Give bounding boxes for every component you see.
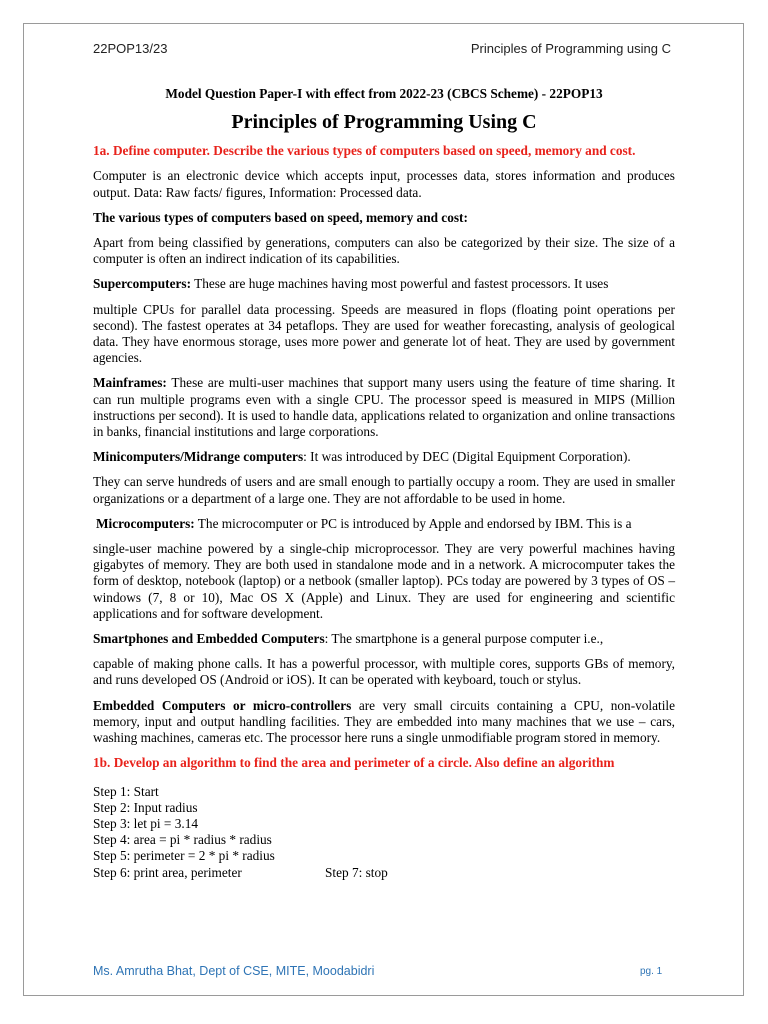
algorithm-steps	[93, 784, 675, 881]
microcomputers-text-2: single-user machine powered by a single-chip microprocessor. They are very powerful machines having gigabytes of memory. They are both used in standalone mode and in a network. A microcomputer takes the form of desktop, notebook (laptop) or a netbook (smaller laptop). PCs today are powered by 3 types of OS – windows (7, 8 or 10), Mac OS X (Apple) and Linux. They are used for engineering and scientific applications and for software development.	[93, 541, 675, 621]
algorithm-step: Step 5: perimeter = 2 * pi * radius	[93, 848, 275, 864]
types-heading: The various types of computers based on speed, memory and cost:	[93, 209, 468, 225]
supercomputers-intro	[93, 276, 675, 292]
embedded-label: Embedded Computers or micro-controllers	[93, 697, 352, 713]
page-number: pg. 1	[640, 966, 663, 977]
paper-subtitle: Model Question Paper-I with effect from 2022-23 (CBCS Scheme) - 22POP13	[165, 86, 603, 101]
microcomputers-label: Microcomputers:	[96, 515, 195, 531]
mainframes-text: These are multi-user machines that support many users using the feature of time sharing. It can run multiple programs even with a single CPU. The processor speed is measured in MIPS (Million instructions per second). It is used to handle data, applications related to organization and online transactions in banks, financial institutions and large corporations.	[93, 375, 675, 440]
algorithm-step: Step 4: area = pi * radius * radius	[93, 832, 272, 848]
supercomputers-label: Supercomputers:	[93, 276, 191, 292]
algorithm-step: Step 7: stop	[325, 864, 388, 880]
microcomputers-text-1: The microcomputer or PC is introduced by Apple and endorsed by IBM. This is a	[194, 515, 632, 531]
computer-definition: Computer is an electronic device which accepts input, processes data, stores information and produces output. Data: Raw facts/ figures, Information: Processed data.	[93, 168, 675, 200]
types-intro: Apart from being classified by generations, computers can also be categorized by their size. The size of a computer is often an indirect indication of its capabilities.	[93, 235, 675, 267]
footer-author: Ms. Amrutha Bhat, Dept of CSE, MITE, Moodabidri	[93, 964, 375, 978]
header-subject: Principles of Programming using C	[470, 41, 671, 56]
mainframes-paragraph	[93, 375, 675, 440]
embedded-text: are very small circuits containing a CPU, non-volatile memory, input and output handling facilities. They are embedded into many machines that we use – cars, washing machines, cameras etc. The processor here runs a single unmodifiable program stored in memory.	[93, 697, 675, 746]
algorithm-step: Step 3: let pi = 3.14	[93, 815, 199, 831]
minicomputers-label: Minicomputers/Midrange computers	[93, 449, 304, 465]
minicomputers-intro	[93, 449, 675, 465]
embedded-paragraph	[93, 698, 675, 747]
document-body	[93, 86, 675, 881]
smartphones-label: Smartphones and Embedded Computers	[93, 631, 325, 647]
algorithm-step: Step 1: Start	[93, 783, 159, 799]
smartphones-text-2: capable of making phone calls. It has a powerful processor, with multiple cores, supports GBs of memory, and runs developed OS (Android or iOS). It can be operated with keyboard, touch or stylus.	[93, 656, 675, 688]
question-1b: 1b. Develop an algorithm to find the area and perimeter of a circle. Also define an algorithm	[93, 755, 615, 771]
algorithm-step: Step 6: print area, perimeter	[93, 864, 242, 880]
mainframes-label: Mainframes:	[93, 375, 167, 391]
smartphones-intro	[93, 631, 675, 647]
supercomputers-text-1: These are huge machines having most powerful and fastest processors. It uses	[191, 276, 609, 292]
algorithm-step-row	[93, 865, 675, 881]
minicomputers-text-2: They can serve hundreds of users and are small enough to partially occupy a room. They are used in smaller organizations or a department of a large one. They are not affordable to be used in home.	[93, 474, 675, 506]
header-code: 22POP13/23	[93, 41, 168, 56]
question-1a: 1a. Define computer. Describe the various types of computers based on speed, memory and cost.	[93, 143, 636, 159]
smartphones-text-1: : The smartphone is a general purpose computer i.e.,	[324, 631, 604, 647]
microcomputers-intro	[93, 516, 675, 532]
algorithm-step: Step 2: Input radius	[93, 799, 198, 815]
supercomputers-text-2: multiple CPUs for parallel data processing. Speeds are measured in flops (floating point operations per second). The fastest operates at 34 petaflops. They are used for weather forecasting, analysis of geological data. They have enormous storage, uses more power and generate lot of heat. They are used by government agencies.	[93, 301, 675, 366]
paper-title: Principles of Programming Using C	[231, 111, 537, 134]
minicomputers-text-1: : It was introduced by DEC (Digital Equipment Corporation).	[303, 449, 631, 465]
